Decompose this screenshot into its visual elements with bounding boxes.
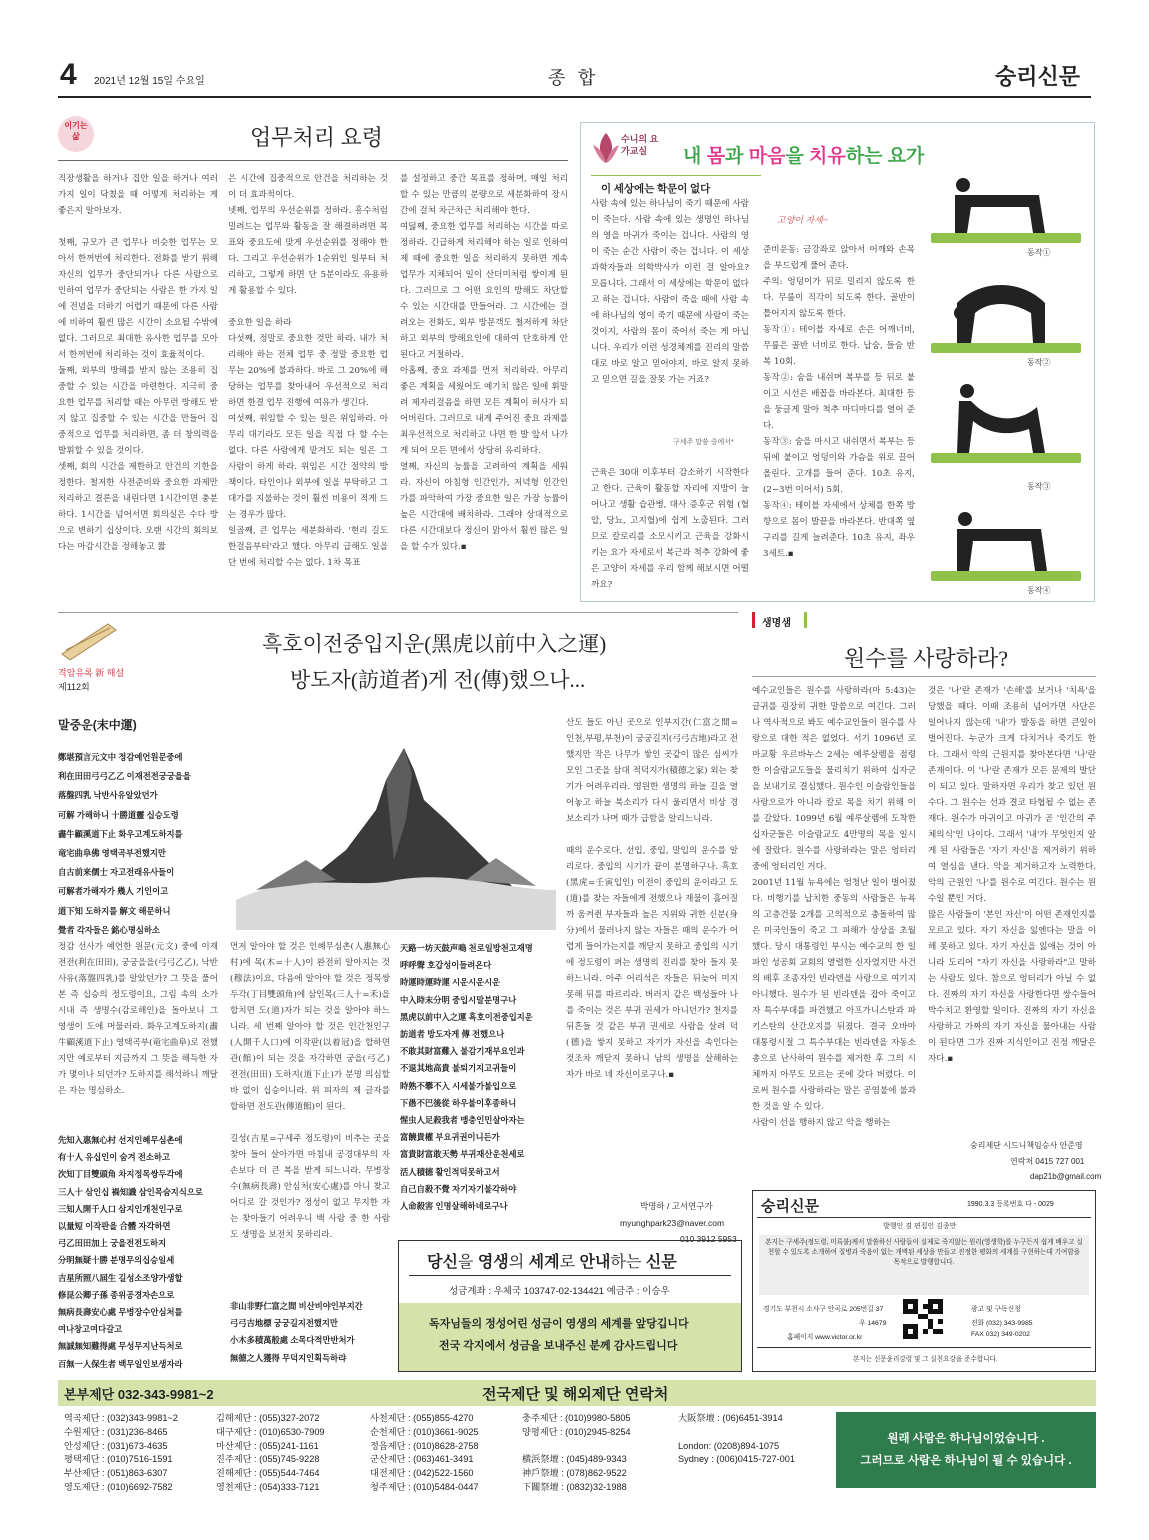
yoga-quote: 사람 속에 있는 하나님이 죽기 때문에 사람이 죽는다. 사람 속에 있는 생명인 하나님의 영을 마귀가 죽이는 겁니다. 사람의 영이 죽는 순간 사람이 죽는 겁니다. 이 세상 과학자들과 의학박사가 이런 걸 알아요? 모릅니다. 그래서 이 세상에는 학문이 없다고 하는 겁니다. 사람이 죽을 때에 사람 속에 하나님의 영이 죽기 때문에 사람이 죽는 것이지, 사람의 몸이 죽어서 죽는 게 아닙니다. 우리가 이런 성경체계를 진리의 말씀대로 바로 알고 믿어야지, 바로 알지 못하고 믿으면 길을 잘못 가는 거죠? — [591, 199, 749, 385]
colophon-tel: 전화 (032) 343-9985 — [971, 1320, 1033, 1327]
yoga-intro: 근육은 30대 이후부터 감소하기 시작한다고 한다. 근육이 활동할 자리에 지방이 늘어나고 생활 습관병, 대사 증후군 위험 (혈압, 당뇨, 고지혈)에 쉽게 노출된다. 그러므로 칼로리를 소모시키고 근육을 강화시키는 요가 자세로서 복근과 척추 강화에 좋은 고양이 자세를 우리 함께 해보시면 어떨까요? — [591, 468, 749, 590]
contacts-col-2: 김해제단 : (055)327-2072 대구제단 : (010)6530-7909 마산제단 : (055)241-1161 진주제단 : (055)745-9228 진해제단 : (055)544-7464 영천제단 : (054)333-7121 — [216, 1413, 325, 1492]
signature-email: dap21b@gmail.com — [1030, 1172, 1102, 1181]
article-title-line2: 방도자(訪道者)게 전(傳)했으나... — [290, 668, 586, 692]
lotus-icon — [591, 131, 621, 165]
hq-contact: 본부제단 032-343-9981~2 — [64, 1387, 214, 1402]
yoga-pose-figure-icon — [941, 381, 1071, 455]
signature-phone: 연락처 0415 727 001 — [1010, 1157, 1085, 1166]
series-issue: 제112회 — [58, 682, 90, 692]
divider — [58, 612, 738, 613]
tag-marker — [804, 612, 807, 628]
colophon-homepage: 홈페이지 www.victor.or.kr — [787, 1334, 863, 1341]
colophon-address: 경기도 부천시 소사구 안곡로 205번길 37 — [763, 1306, 884, 1313]
article-column-2: 것은 '나'란 존재가 '손해'를 보거나 '치욕'을 당했을 때다. 이때 조용히 넘어가면 사단은 일어나지 않는데 '내'가 발동을 하면 큰일이 벌어진다. 누군가 크게 다치거나 죽기도 한다. 그래서 악의 근원지를 찾아본다면 '나'란 존재이다. 이 '나'란 존재가 모든 문제의 발단이 되고 있다. 말하자면 우리가 찾고 있던 원수다. 그 원수는 선과 결코 타협될 수 없는 존재다. 원수가 마귀이고 마귀가 곧 '인간의 주체의식'인 나이다. 그래서 '내'가 무엇인지 알게 된 사람들은 '자기 자신'을 제거하기 위하여 열심을 낸다. 악을 제거하고자 노력한다. 악의 근원인 '나'를 원수로 여긴다. 원수는 원수일 뿐인 거다. 많은 사람들이 '본인 자신'이 어떤 존재인지를 모르고 있다. 자기 자신을 잃엔다는 말을 이해 못하고 있다. 자기 자신을 잃애는 것이 아니라 도리어 "자기 자신을 사랑하라"고 말하는 사람도 있다. 참으로 엉터리가 아닐 수 없다. 진짜의 자기 자신을 사랑한다면 쌍수들어 박수치고 환영할 일이다. 진짜의 자기 자신을 사랑하고 가짜의 자기 자신을 물아내는 사람이 된다면 그가 진짜 지식인이고 진정 깨달은 자다.▪ — [928, 686, 1096, 1064]
masthead: 숭리신문 — [995, 64, 1081, 89]
contacts-col-1: 역곡제단 : (032)343-9981~2 수원제단 : (031)236-8465 안성제단 : (031)673-4635 평택제단 : (010)7516-1591 부산제단 : (051)863-6307 영도제단 : (010)6692-7582 — [64, 1413, 178, 1492]
yoga-pose-figure-icon — [941, 273, 1071, 345]
article-title: 업무처리 요령 — [250, 125, 384, 150]
divider — [752, 676, 1096, 677]
ad-headline: 당신을 영생의 세계로 안내하는 신문 — [427, 1254, 677, 1271]
colophon-publisher: 발행인 겸 편집인 김종만 — [883, 1223, 957, 1230]
series-tag: 격암유록 新 해설 — [58, 668, 125, 678]
yoga-tag: 수니의 요가교실 — [621, 134, 659, 156]
yoga-title: 내 몸과 마음을 치유하는 요가 — [683, 146, 925, 167]
gyeokam-column-1: 정감 선사가 예언한 원문(元文) 중에 이재전전(利在田田), 궁궁을을(弓弓乙乙), 낙반사유(落盤四乳)를 알았던가? 그 뜻을 풀어본 즉 십승의 정도령이요, 그림 속의 소가 시내 즉 생명수(감로해인)을 돌아보니 그 영생이 도에 머물러라. 화우고계도하지(畵牛顧溪道下止) 영택곡부(竜宅曲阜)로 전했지만 예로부터 지금까지 그 뜻을 해득한 자가 몇이나 되던가? 도하지를 해석하니 깨달은 자는 명심하소. — [58, 942, 218, 1096]
article-author-section: 말중운(末中運) — [58, 718, 137, 732]
byline: 박명하 / 고서연구가 — [640, 1201, 713, 1211]
divider — [757, 1217, 1091, 1218]
gyeokam-column-3: 산도 들도 아닌 곳으로 인부지간(仁富之間=인천,부평,부천)이 궁궁길지(弓弓吉地)라고 전했지만 작은 나무가 쌓인 곳같이 많은 심씨가 모인 그곳을 삼대 적덕지가(積德之家) 외는 찾기가 어려우리라. 영원한 생명의 하늘 길을 열어놓고 하늘 북소리가 다시 울리면서 비상 경보소리가 나며 때가 급함을 알리느니라. 때의 운수로다, 선입, 중입, 말입의 운수를 알리로다. 중입의 시기가 끝이 분명하구나. 흑호(黑虎=壬寅입인) 이전이 중입의 운이라고 도(道)를 찾는 자들에게 전했으나 재물이 흘어질까 움켜쥔 부자들과 높은 지위와 귀한 신분(身分)에서 물러나지 않는 자들은 때의 운수가 어렵게 들어가는지를 깨닫지 못하고 중입의 시기에 정도령이 펴는 생명의 진리를 찾아 들지 못하느니라. 아주 어리석은 자들은 뒤늦어 미지못해 뒤를 따르리라. 버러지 같은 백성들아 나를 죽이는 것은 부귀 권세가 아니던가? 천지를 뒤흔들 것 같은 부귀 권세로 사람을 살려 덕(德)을 쌓지 못하고 자기가 자신을 속인다는 것조차 깨닫지 못하니 남의 생명을 살해하는 자가 바로 네 자신이로구나.▪ — [566, 718, 738, 1080]
byline-email: myunghpark23@naver.com — [620, 1218, 725, 1228]
page-number: 4 — [60, 58, 77, 91]
issue-date: 2021년 12월 15일 수요일 — [94, 76, 205, 87]
contacts-col-5: 大阪祭壇 : (06)6451-3914 London: (0208)894-1075 Sydney : (006)0415-727-001 — [678, 1413, 795, 1465]
contacts-col-4: 충주제단 : (010)9980-5805 양평제단 : (010)2945-8254 横浜祭壇 : (045)489-9343 神戶祭壇 : (078)862-9522 下關祭壇 : (0832)32-1988 — [522, 1413, 631, 1492]
donation-ad — [398, 1240, 742, 1372]
slogan-line-2: 그러므로 사람은 하나님이 될 수 있습니다 . — [860, 1455, 1072, 1467]
colophon-title: 숭리신문 — [761, 1198, 819, 1215]
verse-block-3: 天路一坊天鼓声鳴 천로일방천고재명 呼呼聲 호갑성이들려온다 時運時運時運 시운시운시운 中入時末分明 중입시말분명구나 黑虎以前中入之運 흑호이전중입지운 訪道者 방도자게 傳 전했으나 不敢其財富難入 불감기재부요인과 不退其地高貴 불퇴기지고귀들이 時熟不攀不入 시세불가불입으로 下愚不巴後從 하우불이후종하니 惺虫人足殺我者 맹충인민살아자는 富饒貴權 부요귀권이니든가 富貴財富敢天勢 부귀재산운천세로 活人積德 활인적덕못하고서 自己自殺不覺 자기자기불각하야 人命殺害 인명살해하네로구나 — [400, 943, 533, 1212]
section-title: 종 합 — [548, 68, 600, 88]
verse-block-2: 先知入惠無心村 선지인혜무심촌에 有十人 유십인이 숨겨 전소하고 次知丁目雙頭角 차지정목쌍두각에 三人十 삼인십 禍知識 삼인목숨지식으로 三知人開千人口 삼지인개천인구로 以量短 이작판을 合體 자각하면 弓乙田田加上 궁을전전도하지 分明無疑十勝 분명무의십승일세 吉星所照八屆生 길성소조양가생할 修昆公卿子孫 종위공경자손으로 無病長壽安心處 무병장수안심처를 여나창고여다갈고 無誠無知難得處 무성무지난득처로 百無一人保生者 백무일인보생자라 — [58, 1135, 203, 1369]
ad-thanks-1: 독자님들의 정성어린 성금이 영생의 세계를 앞당깁니다 — [429, 1318, 689, 1330]
signature-org: 숭리제단 시드니책임승사 안준영 — [970, 1141, 1083, 1150]
ad-thanks-2: 전국 각지에서 성금을 보내주신 분께 감사드립니다 — [439, 1340, 678, 1352]
slogan-box — [836, 1412, 1096, 1488]
yoga-subtitle: 이 세상에는 학문이 없다 — [601, 184, 711, 195]
handwriting-note: 고양이 자세~ — [777, 215, 828, 225]
mountain-painting — [236, 740, 556, 930]
divider — [58, 160, 568, 161]
scroll-image — [58, 620, 118, 660]
article-tag: 생명샘 — [762, 618, 791, 629]
gyeokam-column-2: 먼저 알아야 할 것은 인혜무심촌(人惠無心村)에 목(木=十人)이 완전히 알아지는 것(穆法)이요, 다음에 알아야 할 것은 정목쌍두각(丁目雙頭角)에 삼인목(三人十=禾)을 합치면 도(道)자가 되는 것을 알아야 하느니라. 세 번째 알아야 할 것은 인간천인구(人開千人口)에 이작판(以着冠)을 합하면 관(館)이 되는 것을 자각하면 궁을(弓乙) 전전(田田) 도하지(道下止)가 분명 의심할 바 없이 십승이니라. 위 피자의 제 글자를 합하면 전도관(傳道館)이 된다. 길성(吉星=구세주 정도령)이 비추는 곳을 찾아 들어 살아가면 마침내 공경대부의 자손보다 더 큰 복을 받게 되느니라. 무병장수(無病長壽) 안심처(安心處)를 아니 찾고 어디로 갈 것인가? 정성이 없고 무지한 자는 찾아들기 어려우니 백 사람 중 한 사람도 생명을 보전치 못하리라. — [230, 942, 390, 1240]
article-column-1: 예수교인들은 원수를 사랑하라(마 5:43)는 글귀를 굉장히 귀한 말씀으로 여긴다. 그러나 역사적으로 봐도 예수교인들이 원수를 사랑으로 대한 적은 없었다. 서기 1096년 로마교황 우르바누스 2세는 예루살렘을 점령한 이슬람교도들을 물리치기 위하여 십자군을 보내기로 결심했다. 원수인 이슬람인들을 사랑으로가 아니라 칼로 목을 치기 위해 이를 갈았다. 1099년 6월 예루살렘에 도착한 십자군들은 이슬람교도 4만명의 목을 일시에 잘랐다. 원수를 사랑하라는 말은 엉터리 중에 엉터리인 거다. 2001년 11월 뉴욕에는 엄청난 일이 벌어졌다. 비행기를 납치한 중동의 사람들은 뉴욕의 고층건물 2개를 고의적으로 충돌하여 많은 미국인들이 죽고 그 피해가 상상을 초월했다. 당시 대통령인 부시는 예수교의 한 일파인 성공회 교회의 열렬한 신자였지만 사건의 배후 조종자인 빈라덴을 사랑으로 여기지 아니했다. 원수가 된 빈라덴을 잡아 죽이고자 특수부대를 파견했고 아프가니스탄과 파키스탄의 산간오지를 뒤졌다. 결국 오바마 대통령시절 그 특수부대는 빈라덴을 자동소총으로 난사하여 원수를 제거한 후 그의 시체까지 아무도 모르는 곳에 갖다 버렸다. 이로써 원수를 사랑하라는 말은 공염불에 불과한 것을 알 수 있다. 사람이 선을 행하지 않고 악을 행하는 — [752, 686, 916, 1128]
verse-block-4: 非山非野仁富之間 비산비야인부지간 弓弓吉地標 궁궁길지전했지만 小木多積萬般處 소목다적만반처가 無德之人獲得 무덕지인획득하랴 — [230, 1301, 363, 1363]
quote-source: 구세주 말씀 중에서* — [673, 439, 734, 446]
byline-phone: 010 3912 5953 — [680, 1234, 737, 1244]
divider — [591, 175, 761, 176]
article-title: 원수를 사랑하라? — [844, 646, 1009, 671]
article-column-2: 은 시간에 집중적으로 안건을 처리하는 것이 더 효과적이다. 넷째, 업무의 우선순위를 정하라. 흥수처럼 밀려드는 업무와 활동을 잘 해결하려면 목표와 중요도에 맞게 우선순위를 정해야 한다. 그리고 우선순위가 1순위인 일부터 처리하고, 그렇게 하면 단 5분이라도 유용하게 활용할 수 있다. 중요한 일을 하라 다섯째, 정말로 중요한 것만 하라. 내가 처리해야 하는 전체 업무 중 정말 중요한 업무는 20%에 불과하다. 바로 그 20%에 해당하는 업무를 찾아내어 우선적으로 처리하면 한결 업무 진행에 여유가 생긴다. 여섯째, 위임할 수 있는 일은 위임하라. 아무리 대기라도 모든 일을 직접 다 할 수는 없다. 다른 사람에게 맡겨도 되는 일은 그 사람이 하게 하라. 위임은 시간 절약의 방책이다. 타인이나 외부에 일을 부탁하고 그 대가를 지불하는 것이 훨씬 비용이 적게 드는 경우가 많다. 일곱째, 큰 업무는 세분화하라. '현리 길도 한걸음부터'라고 했다. 아무리 급해도 일을 단 번에 처리할 수는 없다. 1차 목표 — [228, 174, 388, 568]
yoga-steps: 준비운동: 금강좌로 앉아서 어깨와 손목을 부드럽게 풀어 준다. 주의: 엉덩이가 뒤로 밀리지 않도록 한다. 무릎이 직각이 되도록 한다. 골반이 틀어지지 않도록 한다. 동작①: 테이블 자세로 손은 어깨너비, 무릎은 골반 너비로 한다. 납숨, 들숨 반복 10회. 동작②: 숨을 내쉬며 복부를 등 뒤로 붙이고 시선은 배꼽을 바라본다. 최대한 등을 둥글게 말아 척추 마디마디를 열어 준다. 동작③: 숨을 마시고 내쉬면서 복부는 등 뒤에 붙이고 엉덩이와 가슴을 위로 끌어 올린다. 고개를 들어 준다. 10초 유지, (2~3번 이어서) 5회. 동작④: 테이블 자세에서 상체를 한쪽 방향으로 몸이 발끝을 바라본다. 반대쪽 옆구리를 길게 늘려준다. 10초 유지, 좌우 3세트.▪ — [763, 245, 915, 559]
contacts-col-3: 사천제단 : (055)855-4270 순천제단 : (010)3661-9025 정읍제단 : (010)8628-2758 군산제단 : (063)461-3491 대전제단 : (042)522-1560 청주제단 : (010)5484-0447 — [370, 1413, 479, 1492]
colophon-zip: 우 14679 — [859, 1320, 887, 1327]
slogan-line-1: 원래 사람은 하나님이었습니다 . — [887, 1433, 1045, 1445]
colophon-ad-label: 광고 및 구독신청 — [971, 1306, 1021, 1313]
yoga-pose-figure-icon — [941, 173, 1071, 235]
colophon-fax: FAX 032) 349-0202 — [971, 1331, 1030, 1338]
yoga-section: 수니의 요가교실 내 몸과 마음을 치유하는 요가 이 세상에는 학문이 없다 사람 속에 있는 하나님이 죽기 때문에 사람이 죽는다. 사람 속에 있는 생명인 하나님의 영을 마귀가 죽이는 겁니다. 사람의 영이 죽는 순간 사람이 죽는 겁니다. 이 세상 과학자들과 의학박사가 이런 걸 알아요? 모릅니다. 그래서 이 세상에는 학문이 없다고 하는 겁니다. 사람이 죽을 때에 사람 속에 하나님의 영이 죽기 때문에 사람이 죽는 것이지, 사람의 몸이 죽어서 죽는 게 아닙니다. 우리가 이런 성경체계를 진리의 말씀대로 바로 알고 믿어야지, 바로 알지 못하고 믿으면 길을 잘못 가는 거죠? 구세주 말씀 중에서* 근육은 30대 이후부터 감소하기 시작한다고 한다. 근육이 활동할 자리에 지방이 늘어나고 생활 습관병, 대사 증후군 위험 (혈압, 당뇨, 고지혈)에 쉽게 노출된다. 그러므로 칼로리를 소모시키고 근육을 강화시키는 요가 자세로서 복근과 척추 강화에 좋은 고양이 자세를 우리 함께 해보시면 어떨까요? 고양이 자세~ 준비운동: 금강좌로 앉아서 어깨와 손목을 부드럽게 풀어 준다. 주의: 엉덩이가 뒤로 밀리지 않도록 한다. 무릎이 직각이 되도록 한다. 골반이 틀어지지 않도록 한다. 동작①: 테이블 자세로 손은 어깨너비, 무릎은 골반 너비로 한다. 납숨, 들숨 반복 10회. 동작②: 숨을 내쉬며 복부를 등 뒤로 붙이고 시선은 배꼽을 바라본다. 최대한 등을 둥글게 말아 척추 마디마디를 열어 준다. 동작③: 숨을 마시고 내쉬면서 복부는 등 뒤에 붙이고 엉덩이와 가슴을 위로 끌어 올린다. 고개를 들어 준다. 10초 유지, (2~3번 이어서) 5회. 동작④: 테이블 자세에서 상체를 한쪽 방향으로 몸이 발끝을 바라본다. 반대쪽 옆구리를 길게 늘려준다. 10초 유지, 좌우 3세트.▪ 동작① 동작② 동작③ 동작④ — [580, 122, 1095, 602]
ad-account: 성금계좌 : 우체국 103747-02-134421 예금주 : 이승우 — [449, 1286, 670, 1297]
article-tag-label: 이기는 삶 — [64, 121, 88, 141]
divider — [409, 1275, 731, 1276]
yoga-pose-figure-icon — [941, 503, 1071, 573]
colophon-reg: 1990.3.3 등록번호 다 - 0029 — [967, 1201, 1054, 1208]
article-title-line1: 흑호이전중입지운(黑虎以前中入之運) — [262, 632, 607, 656]
article-column-3: 를 설정하고 중간 목표를 정하며, 매일 처리할 수 있는 만큼의 분량으로 세분화하여 장시간에 걸쳐 차근차근 처리해야 한다. 여덟째, 중요한 업무를 처리하는 시간을 따로 정하라. 긴급하게 처리해야 하는 일로 인하여 제 때에 중요한 일을 처리하지 못하면 계속 업무가 지체되어 일이 산더미처럼 쌓이게 된다. 그러므로 그 어떤 요인의 방해도 차단할 수 있는 시간대를 만들어라. 그 시간에는 걸려오는 전화도, 외부 방문객도 철저하게 차단하고 외부의 방해요인에 대하여 단호하게 안 된다고 거절하라. 아홉째, 중요 과제를 먼저 처리하라. 아무리 좋은 계획을 세웠어도 예기치 않은 일에 휘말려 제자리걸음을 하면 모든 계획이 허사가 되어버린다. 그러므로 내게 주어진 중요 과제를 최우선적으로 처리하고 나면 한 발 앞서 나가게 되어 모든 면에서 상당히 유리하다. 열째, 자신의 능률을 고려하여 계획을 세워라. 자신이 아침형 인간인가, 저녁형 인간인가를 파악하여 가장 중요한 일은 가장 능률이 높은 시간대에 배치하라. 그래야 상대적으로 다른 시간대보다 정신이 맑아서 훨씬 많은 일을 할 수가 있다.▪ — [400, 174, 568, 552]
verse-block-1: 鄭堪預言元文中 정감예언원문중에 利在田田弓弓乙乙 이재전전궁궁을을 落盤四乳 낙반사유알았던가 可解 가해하니 十勝道靈 십승도령 畵牛顧溪道下止 화우고계도하지를 竜宅曲阜佛 영택곡부전했지만 自古前来儒士 자고전래유사들이 可解者가해자가 幾人 기인이고 道下知 도하지를 解文 해문하니 覺者 각자들은 銘心명심하소 — [58, 752, 191, 935]
colophon — [752, 1190, 1096, 1372]
colophon-footer: 본지는 신문윤리강령 및 그 실천요강을 준수합니다. — [853, 1356, 998, 1363]
article-column-1: 직장생활을 하거나 집안 일을 하거나 여러 가지 일이 닥쳤을 때 어떻게 처리하는 게 좋은지 알아보자. 첫째, 규모가 큰 업무나 비슷한 업무는 모아서 한꺼번에 처리한다. 전화를 받기 위해 자신의 업무가 중단되거나 다른 사람으로 인하여 업무가 중단되는 사람은 한 가지 일에 전념을 더하기 어렵기 때문에 다른 사람에 비하여 훨씬 많은 시간이 소요될 수밖에 없다. 그러므로 최대한 유사한 업무를 모아서 한꺼번에 처리하는 것이 효율적이다. 둘째, 외부의 방해를 받지 않는 조용히 집중할 수 있는 시간을 마련한다. 지극히 중요한 업무를 처리할 때는 아무런 방해도 받지 않고 집중할 수 있는 시간을 만들어 집중적으로 업무를 처리하면, 좀 더 창의력을 발휘할 수 있을 것이다. 셋째, 회의 시간을 제한하고 안건의 기한을 정한다. 철저한 사전준비와 중요한 과제만 처리하고 결론을 내린다면 1시간이면 충분하다. 1시간을 넘어서면 회의실은 수다 방으로 변하기 십상이다. 오랜 시간의 회의보다는 마감시간을 정해놓고 짧 — [58, 174, 218, 552]
contacts-heading: 전국제단 및 해외제단 연락처 — [482, 1386, 669, 1403]
colophon-body: 본지는 구세주(정도령, 미륵불)께서 말씀하신 사람들이 실제로 죽지않는 원리(영생학)를 누구든지 쉽게 배우고 실천할 수 있도록 소개하여 질병과 죽음이 없는 개벽된 세상을 만들고 진정한 평화의 세계를 구현하는데 기여함을 목적으로 발행합니다. — [759, 1235, 1089, 1295]
tag-marker — [752, 612, 755, 628]
divider — [757, 1347, 1091, 1348]
qr-code-icon — [903, 1299, 943, 1339]
